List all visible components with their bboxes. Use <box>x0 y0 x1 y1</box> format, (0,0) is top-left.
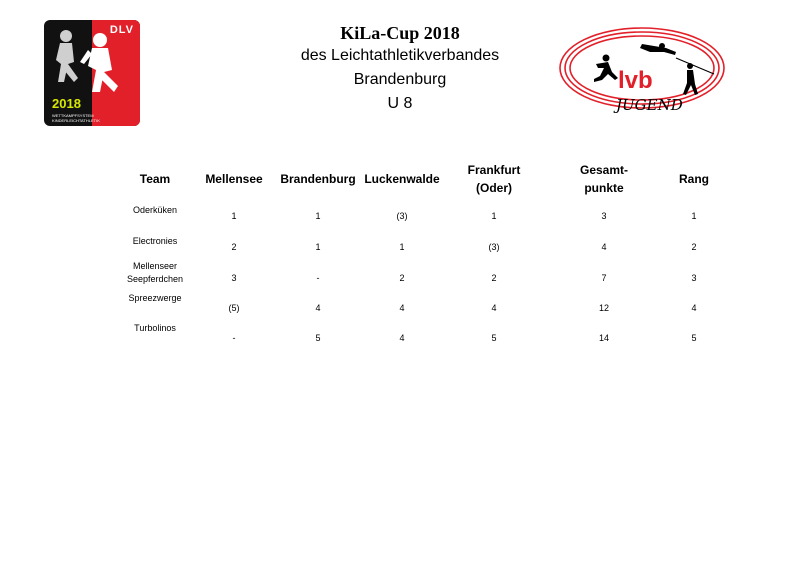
cell-luckenwalde: 4 <box>399 332 405 343</box>
table-row <box>118 320 724 350</box>
col-gesamt-line2: punkte <box>584 181 624 195</box>
cell-gesamt: 4 <box>601 242 607 252</box>
team-name <box>118 229 192 260</box>
cell-brandenburg: 1 <box>315 242 321 252</box>
team-name-line1: Electronies <box>132 236 178 246</box>
cell-frankfurt: (3) <box>488 242 500 252</box>
team-name-line1: Spreezwerge <box>128 293 182 303</box>
cell-rang: 5 <box>691 332 697 343</box>
cell-brandenburg: 1 <box>315 211 321 221</box>
col-gesamt-line1: Gesamt- <box>579 163 629 177</box>
cell-gesamt: 12 <box>598 302 609 313</box>
col-frankfurt-line1: Frankfurt <box>467 163 521 177</box>
table-row <box>118 198 724 229</box>
cell-mellensee: 3 <box>231 272 237 283</box>
logo-year: 2018 <box>52 96 81 111</box>
page-title: KiLa-Cup 2018 <box>340 23 460 43</box>
table-row <box>118 260 724 290</box>
col-frankfurt-line2: (Oder) <box>476 181 512 195</box>
cell-frankfurt: 5 <box>491 332 497 343</box>
cell-gesamt: 14 <box>598 332 609 343</box>
cell-frankfurt: 1 <box>491 211 497 221</box>
cell-rang: 3 <box>691 272 697 283</box>
cell-frankfurt: 2 <box>491 272 497 283</box>
jugend-label: JUGEND <box>616 96 683 114</box>
lvb-mark: lvb <box>618 67 653 94</box>
cell-brandenburg: 4 <box>315 302 321 313</box>
lvb-jugend-logo <box>558 22 726 118</box>
header-line-1: des Leichtathletikverbandes <box>300 47 500 64</box>
cell-brandenburg: 5 <box>315 332 321 343</box>
col-rang: Rang <box>679 172 709 186</box>
team-name <box>118 290 192 320</box>
cell-mellensee: 2 <box>231 242 237 252</box>
col-mellensee: Mellensee <box>205 172 263 186</box>
cell-brandenburg: - <box>316 272 320 283</box>
cell-gesamt: 7 <box>601 272 607 283</box>
col-gesamtpunkte <box>544 160 664 198</box>
col-brandenburg: Brandenburg <box>280 172 356 186</box>
team-name-line2: Seepferdchen <box>126 274 184 284</box>
team-name-line1: Turbolinos <box>134 323 176 333</box>
cell-frankfurt: 4 <box>491 302 497 313</box>
dlv-logo <box>44 20 140 126</box>
header <box>240 22 560 116</box>
cell-rang: 1 <box>691 211 697 221</box>
dlv-mark: DLV <box>109 24 134 36</box>
col-luckenwalde: Luckenwalde <box>364 172 440 186</box>
cell-rang: 2 <box>691 242 697 252</box>
logo-subtitle: WETTKAMPFSYSTEM KINDERLEICHTATHLETIK <box>52 113 100 123</box>
cell-luckenwalde: 2 <box>399 272 405 283</box>
results-table <box>118 160 724 350</box>
cell-mellensee: - <box>232 332 236 343</box>
team-name-line1: Mellenseer <box>132 261 178 271</box>
cell-rang: 4 <box>691 302 697 313</box>
header-line-2: Brandenburg <box>353 71 447 88</box>
table-row <box>118 229 724 260</box>
cell-mellensee: (5) <box>228 302 240 313</box>
cell-luckenwalde: 4 <box>399 302 405 313</box>
col-frankfurt <box>444 160 544 198</box>
team-name-line1: Oderküken <box>132 205 178 215</box>
team-name <box>118 198 192 229</box>
table-header-row <box>118 160 724 198</box>
table-row <box>118 290 724 320</box>
cell-mellensee: 1 <box>231 211 237 221</box>
col-team: Team <box>139 172 171 186</box>
team-name <box>118 260 192 290</box>
cell-luckenwalde: (3) <box>396 211 408 221</box>
cell-luckenwalde: 1 <box>399 242 405 252</box>
athlete-icons <box>594 43 714 95</box>
team-name <box>118 320 192 350</box>
header-line-3: U 8 <box>387 95 413 112</box>
cell-gesamt: 3 <box>601 211 607 221</box>
